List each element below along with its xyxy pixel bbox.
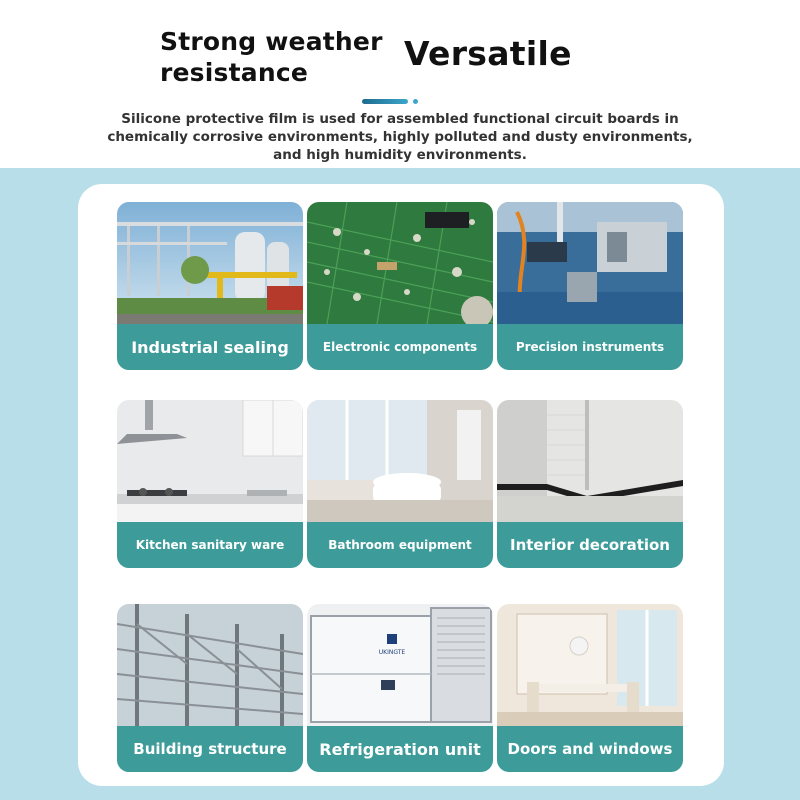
accent-divider — [362, 99, 408, 104]
application-card-electronic-components — [307, 202, 493, 370]
refrigeration-unit-image — [307, 604, 493, 726]
applications-panel — [78, 184, 724, 786]
application-card-refrigeration-unit — [307, 604, 493, 772]
application-label: Kitchen sanitary ware — [117, 522, 303, 568]
application-card-industrial-sealing — [117, 202, 303, 370]
dining-room-image — [497, 604, 683, 726]
application-label: Industrial sealing — [117, 324, 303, 370]
application-label: Doors and windows — [497, 726, 683, 772]
wall-corner-image — [497, 400, 683, 522]
industrial-plant-image — [117, 202, 303, 324]
application-label: Precision instruments — [497, 324, 683, 370]
application-card-bathroom-equipment — [307, 400, 493, 568]
application-card-building-structure — [117, 604, 303, 772]
application-label: Interior decoration — [497, 522, 683, 568]
application-label: Bathroom equipment — [307, 522, 493, 568]
description-text: Silicone protective film is used for assembled functional circuit boards in chemically corrosive environments, highly polluted and dusty environments, and high humidity environments. — [107, 111, 693, 163]
headline-versatile: Versatile — [404, 34, 572, 73]
application-label: Refrigeration unit — [307, 726, 493, 772]
headline-weather-resistance: Strong weather resistance — [160, 27, 383, 87]
application-card-doors-and-windows — [497, 604, 683, 772]
application-card-precision-instruments — [497, 202, 683, 370]
steel-frame-image — [117, 604, 303, 726]
application-card-kitchen-sanitary-ware — [117, 400, 303, 568]
kitchen-image — [117, 400, 303, 522]
application-card-interior-decoration — [497, 400, 683, 568]
circuit-board-image — [307, 202, 493, 324]
accent-dot — [413, 99, 418, 104]
machinery-image — [497, 202, 683, 324]
application-label: Building structure — [117, 726, 303, 772]
bathroom-image — [307, 400, 493, 522]
brand-mark: UKINGTE — [378, 649, 406, 656]
application-label: Electronic components — [307, 324, 493, 370]
